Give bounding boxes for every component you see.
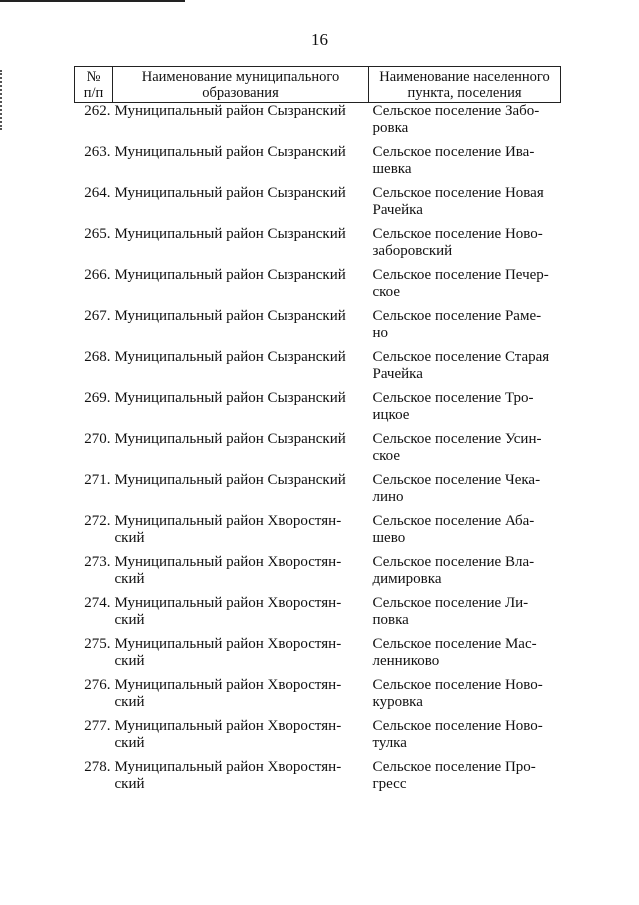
table-row (75, 636, 561, 677)
settlement-line1: Сельское поселение Старая (372, 349, 550, 365)
settlement-line2: шевка (372, 161, 412, 177)
settlement-cell (369, 636, 561, 677)
row-number: 276. (84, 677, 111, 693)
header-municipality (113, 67, 369, 103)
table-row (75, 595, 561, 636)
municipality-cell (113, 226, 369, 267)
municipality-cell (113, 349, 369, 390)
row-number: 268. (84, 349, 111, 365)
settlement-line1: Сельское поселение Усин- (372, 431, 542, 447)
row-number: 272. (84, 513, 111, 529)
municipality-line1: Муниципальный район Сызранский (114, 144, 346, 160)
municipality-line2: ский (114, 530, 145, 546)
settlement-cell (369, 144, 561, 185)
row-number: 269. (84, 390, 111, 406)
settlement-cell (369, 431, 561, 472)
settlement-line1: Сельское поселение Новая (372, 185, 544, 201)
row-number: 274. (84, 595, 111, 611)
settlement-line1: Сельское поселение Аба- (372, 513, 535, 529)
municipality-line1: Муниципальный район Сызранский (114, 472, 346, 488)
settlement-cell (369, 308, 561, 349)
settlement-line2: гресс (372, 776, 407, 792)
municipality-cell (113, 595, 369, 636)
municipality-cell (113, 554, 369, 595)
table-row (75, 513, 561, 554)
municipality-cell (113, 718, 369, 759)
row-number: 273. (84, 554, 111, 570)
header-municipality-line1: Наименование муниципального (141, 69, 340, 85)
row-number: 266. (84, 267, 111, 283)
municipality-line2: ский (114, 612, 145, 628)
settlement-line2: димировка (372, 571, 442, 587)
settlement-line2: ское (372, 284, 401, 300)
municipality-line1: Муниципальный район Хворостян- (114, 759, 342, 775)
table-row (75, 349, 561, 390)
table-row (75, 431, 561, 472)
settlement-cell (369, 267, 561, 308)
settlement-cell (369, 718, 561, 759)
settlement-line2: ицкое (372, 407, 410, 423)
municipality-line2: ский (114, 694, 145, 710)
settlement-line1: Сельское поселение Ли- (372, 595, 529, 611)
settlement-line2: лино (372, 489, 404, 505)
settlement-line1: Сельское поселение Ново- (372, 677, 543, 693)
settlement-cell (369, 472, 561, 513)
scan-margin-marks (0, 70, 5, 130)
table-row (75, 103, 561, 145)
settlement-line1: Сельское поселение Печер- (372, 267, 549, 283)
header-municipality-line2: образования (202, 85, 279, 101)
settlement-line2: ленниково (372, 653, 440, 669)
settlement-line2: Рачейка (372, 202, 423, 218)
settlement-line1: Сельское поселение Вла- (372, 554, 535, 570)
settlement-line1: Сельское поселение Забо- (372, 103, 540, 119)
settlement-line1: Сельское поселение Раме- (372, 308, 542, 324)
municipality-line1: Муниципальный район Хворостян- (114, 513, 342, 529)
table-row (75, 718, 561, 759)
municipality-line2: ский (114, 653, 145, 669)
settlements-table (74, 66, 561, 800)
municipality-cell (113, 144, 369, 185)
table-row (75, 267, 561, 308)
row-number: 262. (84, 103, 111, 119)
municipality-line2: ский (114, 735, 145, 751)
municipality-cell (113, 759, 369, 800)
settlement-cell (369, 595, 561, 636)
municipality-cell (113, 390, 369, 431)
settlement-cell (369, 677, 561, 718)
municipality-cell (113, 103, 369, 145)
municipality-line1: Муниципальный район Сызранский (114, 185, 346, 201)
row-number: 270. (84, 431, 111, 447)
row-number: 275. (84, 636, 111, 652)
table-row (75, 759, 561, 800)
municipality-cell (113, 267, 369, 308)
table-header-row (75, 67, 561, 103)
municipality-line1: Муниципальный район Сызранский (114, 308, 346, 324)
table-row (75, 554, 561, 595)
table-body (75, 103, 561, 801)
settlement-line2: но (372, 325, 389, 341)
settlement-line1: Сельское поселение Ново- (372, 226, 543, 242)
settlement-line2: повка (372, 612, 409, 628)
settlement-line1: Сельское поселение Чека- (372, 472, 541, 488)
municipality-line1: Муниципальный район Сызранский (114, 349, 346, 365)
settlements-table-container (74, 66, 560, 800)
municipality-line1: Муниципальный район Хворостян- (114, 677, 342, 693)
table-row (75, 472, 561, 513)
page-number: 16 (311, 30, 328, 49)
municipality-line1: Муниципальный район Сызранский (114, 226, 346, 242)
municipality-cell (113, 308, 369, 349)
municipality-line1: Муниципальный район Сызранский (114, 103, 346, 119)
row-number: 263. (84, 144, 111, 160)
municipality-line1: Муниципальный район Сызранский (114, 431, 346, 447)
municipality-line1: Муниципальный район Хворостян- (114, 554, 342, 570)
table-row (75, 144, 561, 185)
table-row (75, 185, 561, 226)
municipality-line1: Муниципальный район Хворостян- (114, 636, 342, 652)
row-number: 277. (84, 718, 111, 734)
settlement-line1: Сельское поселение Про- (372, 759, 536, 775)
table-row (75, 677, 561, 718)
scan-edge-line (0, 0, 185, 2)
settlement-line2: куровка (372, 694, 423, 710)
settlement-line1: Сельское поселение Ива- (372, 144, 535, 160)
settlement-line2: тулка (372, 735, 407, 751)
settlement-line2: ровка (372, 120, 409, 136)
row-number: 265. (84, 226, 111, 242)
settlement-cell (369, 349, 561, 390)
municipality-line1: Муниципальный район Хворостян- (114, 718, 342, 734)
settlement-line2: заборовский (372, 243, 453, 259)
settlement-line1: Сельское поселение Тро- (372, 390, 534, 406)
header-number-line1: № (86, 69, 101, 85)
municipality-cell (113, 472, 369, 513)
header-number (75, 67, 113, 103)
header-settlement-line2: пункта, поселения (407, 85, 522, 101)
settlement-line2: Рачейка (372, 366, 423, 382)
row-number: 271. (84, 472, 111, 488)
row-number: 278. (84, 759, 111, 775)
table-row (75, 308, 561, 349)
settlement-line1: Сельское поселение Мас- (372, 636, 537, 652)
table-row (75, 390, 561, 431)
header-settlement-line1: Наименование населенного (379, 69, 550, 85)
settlement-cell (369, 390, 561, 431)
municipality-line1: Муниципальный район Хворостян- (114, 595, 342, 611)
header-settlement (369, 67, 561, 103)
municipality-line1: Муниципальный район Сызранский (114, 267, 346, 283)
municipality-cell (113, 636, 369, 677)
settlement-cell (369, 185, 561, 226)
header-number-line2: п/п (83, 85, 104, 101)
municipality-line2: ский (114, 776, 145, 792)
municipality-cell (113, 513, 369, 554)
row-number: 264. (84, 185, 111, 201)
table-row (75, 226, 561, 267)
settlement-line1: Сельское поселение Ново- (372, 718, 543, 734)
municipality-cell (113, 185, 369, 226)
settlement-line2: ское (372, 448, 401, 464)
municipality-cell (113, 677, 369, 718)
settlement-line2: шево (372, 530, 406, 546)
municipality-cell (113, 431, 369, 472)
settlement-cell (369, 226, 561, 267)
row-number: 267. (84, 308, 111, 324)
municipality-line2: ский (114, 571, 145, 587)
settlement-cell (369, 103, 561, 145)
settlement-cell (369, 759, 561, 800)
municipality-line1: Муниципальный район Сызранский (114, 390, 346, 406)
settlement-cell (369, 513, 561, 554)
settlement-cell (369, 554, 561, 595)
